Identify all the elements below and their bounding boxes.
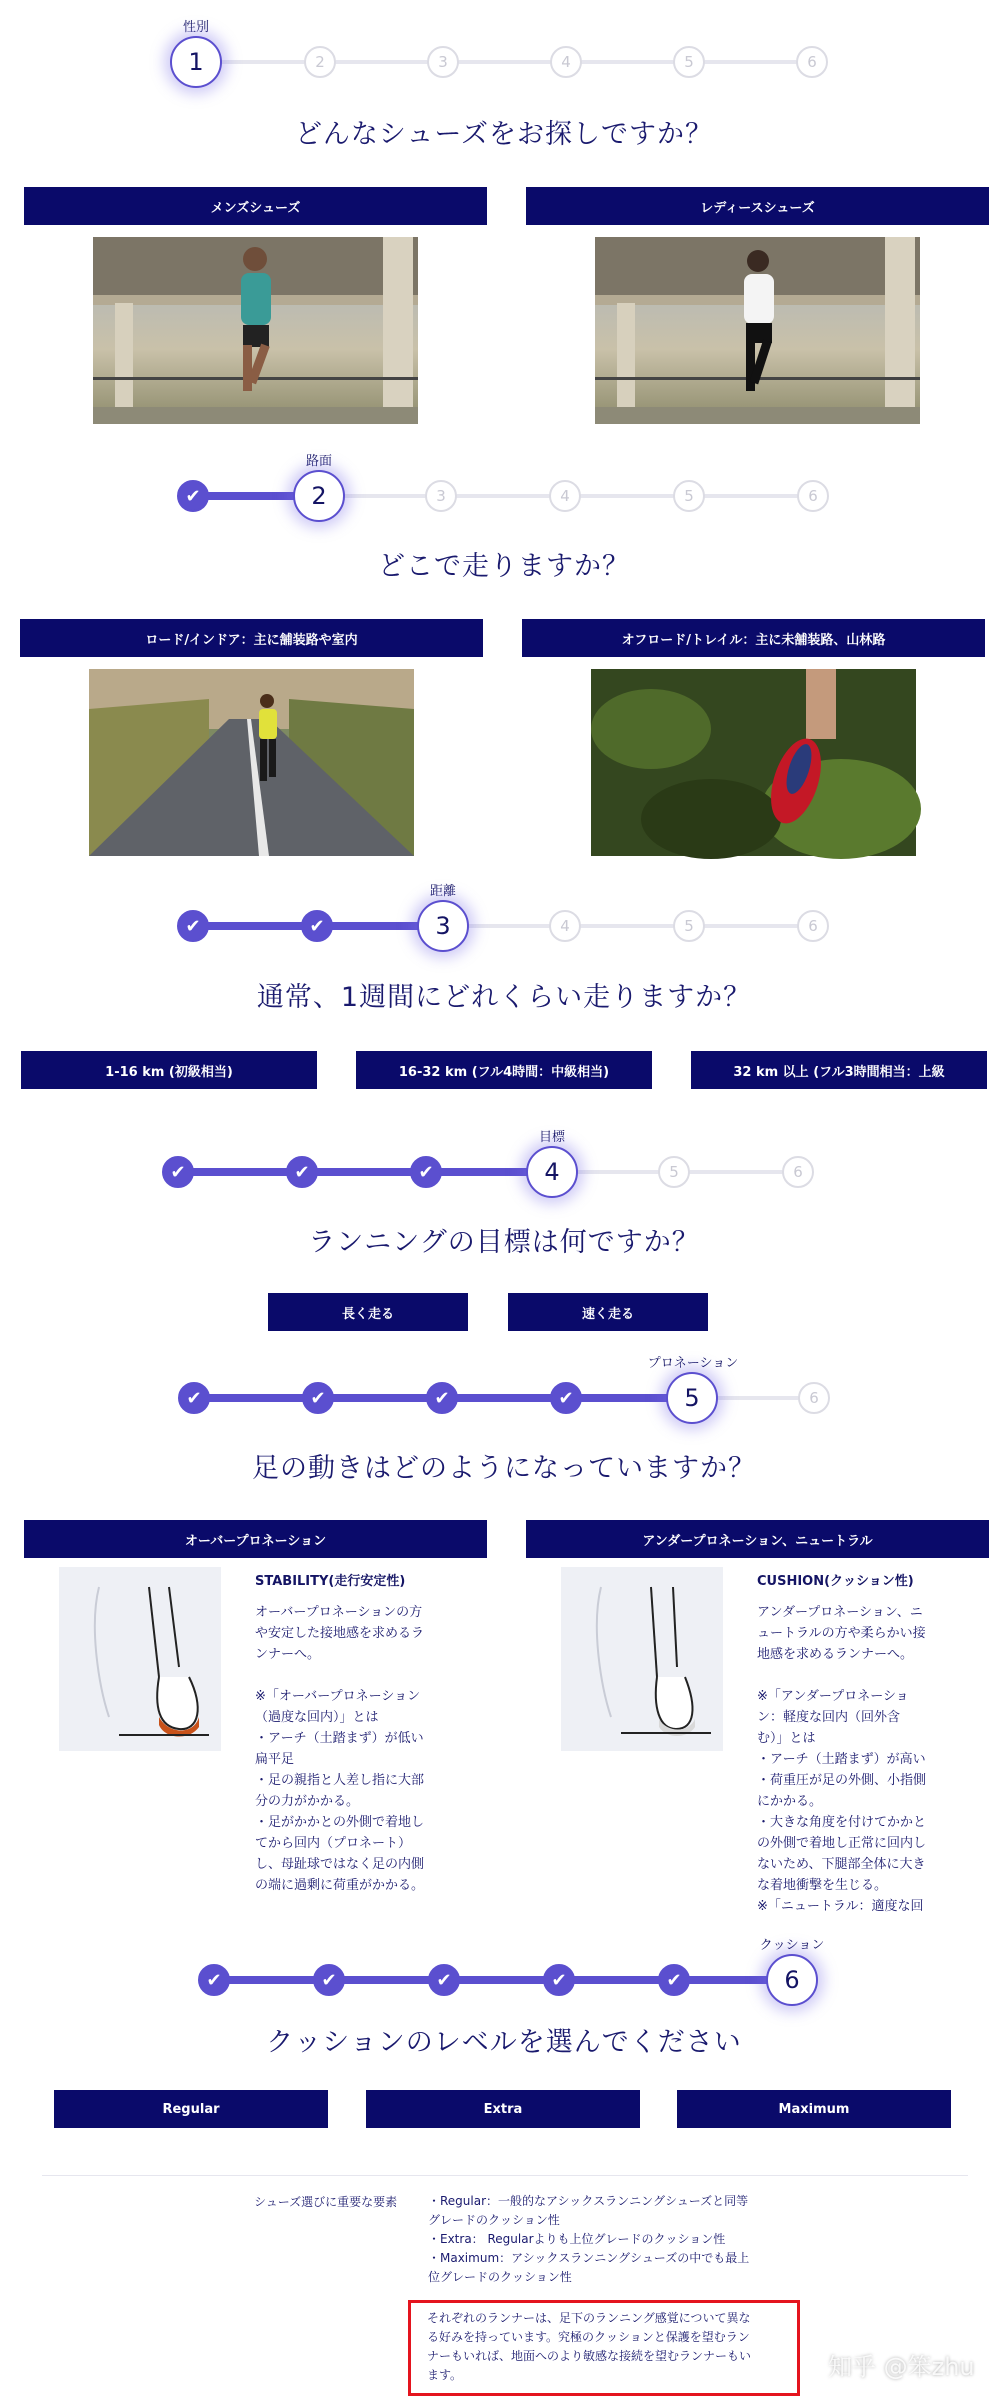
step-check-icon: ✔	[178, 1382, 210, 1414]
ladies-runner-image[interactable]	[595, 237, 920, 424]
step-dot: 6	[798, 1382, 830, 1414]
trail-runner-image[interactable]	[591, 669, 916, 856]
stepper-track	[196, 60, 816, 64]
stepper-step-6	[198, 1938, 838, 2010]
stability-title: STABILITY(走行安定性)	[255, 1574, 406, 1589]
distance-16-32km-button[interactable]: 16-32 km (フル4時間：中級相当)	[356, 1051, 652, 1089]
step-dot: 5	[673, 46, 705, 78]
cushion-title: CUSHION(クッション性)	[757, 1574, 914, 1589]
distance-1-16km-button[interactable]: 1-16 km (初級相当)	[21, 1051, 317, 1089]
step-check-icon: ✔	[658, 1964, 690, 1996]
step-dot: 5	[673, 480, 705, 512]
step-dot: 5	[658, 1156, 690, 1188]
step-check-icon: ✔	[550, 1382, 582, 1414]
step-check-icon: ✔	[177, 910, 209, 942]
step-label: 性別	[182, 20, 210, 35]
key-factors-label: シューズ選びに重要な要素	[254, 2195, 398, 2209]
step-check-icon: ✔	[198, 1964, 230, 1996]
mens-shoes-button[interactable]: メンズシューズ	[24, 187, 487, 225]
step-label: 路面	[305, 454, 333, 469]
step-dot-active: 3	[417, 900, 469, 952]
road-indoor-button[interactable]: ロード/インドア：主に舗装路や室内	[20, 619, 483, 657]
step-dot-active: 5	[666, 1372, 718, 1424]
goal-fast-run-button[interactable]: 速く走る	[508, 1293, 708, 1331]
step-check-icon: ✔	[543, 1964, 575, 1996]
step-dot: 6	[796, 46, 828, 78]
step-check-icon: ✔	[177, 480, 209, 512]
stepper-step-3	[175, 884, 835, 956]
step-label: 距離	[429, 884, 457, 899]
step-check-icon: ✔	[410, 1156, 442, 1188]
step-dot: 2	[304, 46, 336, 78]
stepper-step-1	[170, 20, 830, 92]
step-check-icon: ✔	[162, 1156, 194, 1188]
step-dot: 6	[782, 1156, 814, 1188]
stepper-step-5	[178, 1356, 838, 1428]
stepper-step-4	[162, 1130, 822, 1202]
step-dot: 4	[549, 480, 581, 512]
step-dot: 6	[797, 480, 829, 512]
footer-divider	[42, 2175, 968, 2176]
ladies-shoes-button[interactable]: レディースシューズ	[526, 187, 989, 225]
step-label: 目標	[538, 1130, 566, 1145]
step-dot-active: 4	[526, 1146, 578, 1198]
step-dot: 3	[427, 46, 459, 78]
offroad-trail-button[interactable]: オフロード/トレイル：主に未舗装路、山林路	[522, 619, 985, 657]
cushion-levels-description: ・Regular：一般的なアシックスランニングシューズと同等 グレードのクッション性 ・Extra： Regularよりも上位グレードのクッション性 ・Maximum：アシックスランニングシューズの中でも最上 位グレードのクッション性	[428, 2194, 750, 2284]
road-runner-image[interactable]	[89, 669, 414, 856]
question-heading: 通常、1週間にどれくらい走りますか？	[256, 982, 752, 1013]
overpronation-button[interactable]: オーバープロネーション	[24, 1520, 487, 1558]
stability-description: オーバープロネーションの方 や安定した接地感を求めるラ ンナーへ。 ※「オーバープロネーション （過度な回内）」とは ・アーチ（土踏まず）が低い 扁平足 ・足の親指と人差し指に大部 分の力がかかる。 ・足がかかとの外側で着地し てから回内（プロネート） し、母趾球ではなく足の内側 の端に過剰に荷重がかかる。	[255, 1605, 425, 1893]
step-check-icon: ✔	[302, 1382, 334, 1414]
underpronation-foot-illustration	[561, 1567, 723, 1751]
goal-long-run-button[interactable]: 長く走る	[268, 1293, 468, 1331]
step-dot: 3	[425, 480, 457, 512]
stepper-progress	[178, 1168, 554, 1176]
stepper-step-2	[175, 454, 835, 526]
question-heading: クッションのレベルを選んでください	[266, 2027, 742, 2058]
step-dot: 4	[549, 910, 581, 942]
step-dot: 4	[550, 46, 582, 78]
step-check-icon: ✔	[301, 910, 333, 942]
step-dot-active: 1	[170, 36, 222, 88]
overpronation-foot-illustration	[59, 1567, 221, 1751]
step-label: プロネーション	[647, 1356, 739, 1371]
stepper-progress	[214, 1976, 804, 1984]
step-check-icon: ✔	[428, 1964, 460, 1996]
step-label: クッション	[759, 1938, 825, 1953]
cushion-regular-button[interactable]: Regular	[54, 2090, 328, 2128]
step-dot: 6	[797, 910, 829, 942]
highlighted-note: それぞれのランナーは、足下のランニング感覚について異な る好みを持っています。究極のクッションと保護を望むラン ナーもいれば、地面へのより敏感な接続を望むランナーもい ます。	[408, 2300, 800, 2396]
cushion-extra-button[interactable]: Extra	[366, 2090, 640, 2128]
step-check-icon: ✔	[313, 1964, 345, 1996]
question-heading: 足の動きはどのようになっていますか？	[252, 1453, 756, 1484]
zhihu-watermark: 知乎 @笨zhu	[828, 2353, 975, 2381]
question-heading: どこで走りますか？	[378, 551, 630, 582]
mens-runner-image[interactable]	[93, 237, 418, 424]
underpronation-neutral-button[interactable]: アンダープロネーション、ニュートラル	[526, 1520, 989, 1558]
step-dot-active: 2	[293, 470, 345, 522]
step-dot-active: 6	[766, 1954, 818, 2006]
cushion-maximum-button[interactable]: Maximum	[677, 2090, 951, 2128]
step-dot: 5	[673, 910, 705, 942]
distance-32km-plus-button[interactable]: 32 km 以上 (フル3時間相当：上級	[691, 1051, 987, 1089]
cushion-description: アンダープロネーション、ニ ュートラルの方や柔らかい接 地感を求めるランナーへ。 ※「アンダープロネーショ ン：軽度な回内（回外含 む）」とは ・アーチ（土踏まず）が高い ・荷重圧が足の外側、小指側 にかかる。 ・大きな角度を付けてかかと の外側で着地し正常に回内し ないため、下腿部全体に大き な着地衝撃を生じる。 ※「ニュートラル：適度な回	[757, 1605, 927, 1914]
step-check-icon: ✔	[286, 1156, 318, 1188]
question-heading: どんなシューズをお探しですか？	[294, 119, 714, 150]
question-heading: ランニングの目標は何ですか？	[308, 1227, 700, 1258]
step-check-icon: ✔	[426, 1382, 458, 1414]
